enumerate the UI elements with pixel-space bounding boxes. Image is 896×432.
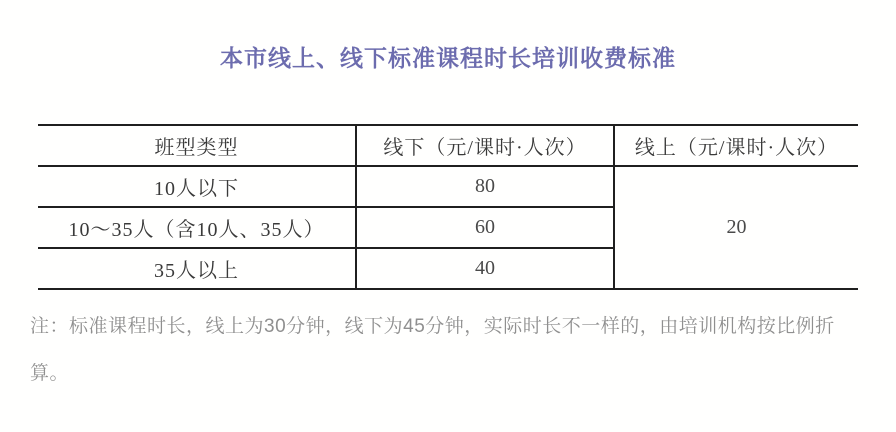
fee-table [38,124,858,290]
offline-fee-cell: 60 [356,207,614,248]
class-type-cell: 10人以下 [38,166,356,207]
class-type-cell: 10～35人（含10人、35人） [38,207,356,248]
table-row [38,166,858,207]
table-header-row [38,125,858,166]
footnote: 注：标准课程时长，线上为30分钟，线下为45分钟，实际时长不一样的，由培训机构按比例折算。 [30,316,835,384]
col-header-class-type: 班型类型 [38,125,356,166]
col-header-offline-fee: 线下（元/课时·人次） [356,125,614,166]
class-type-cell: 35人以上 [38,248,356,289]
page-title: 本市线上、线下标准课程时长培训收费标准 [220,45,676,71]
online-fee-merged-cell: 20 [614,166,858,289]
offline-fee-cell: 80 [356,166,614,207]
col-header-online-fee: 线上（元/课时·人次） [614,125,858,166]
offline-fee-cell: 40 [356,248,614,289]
